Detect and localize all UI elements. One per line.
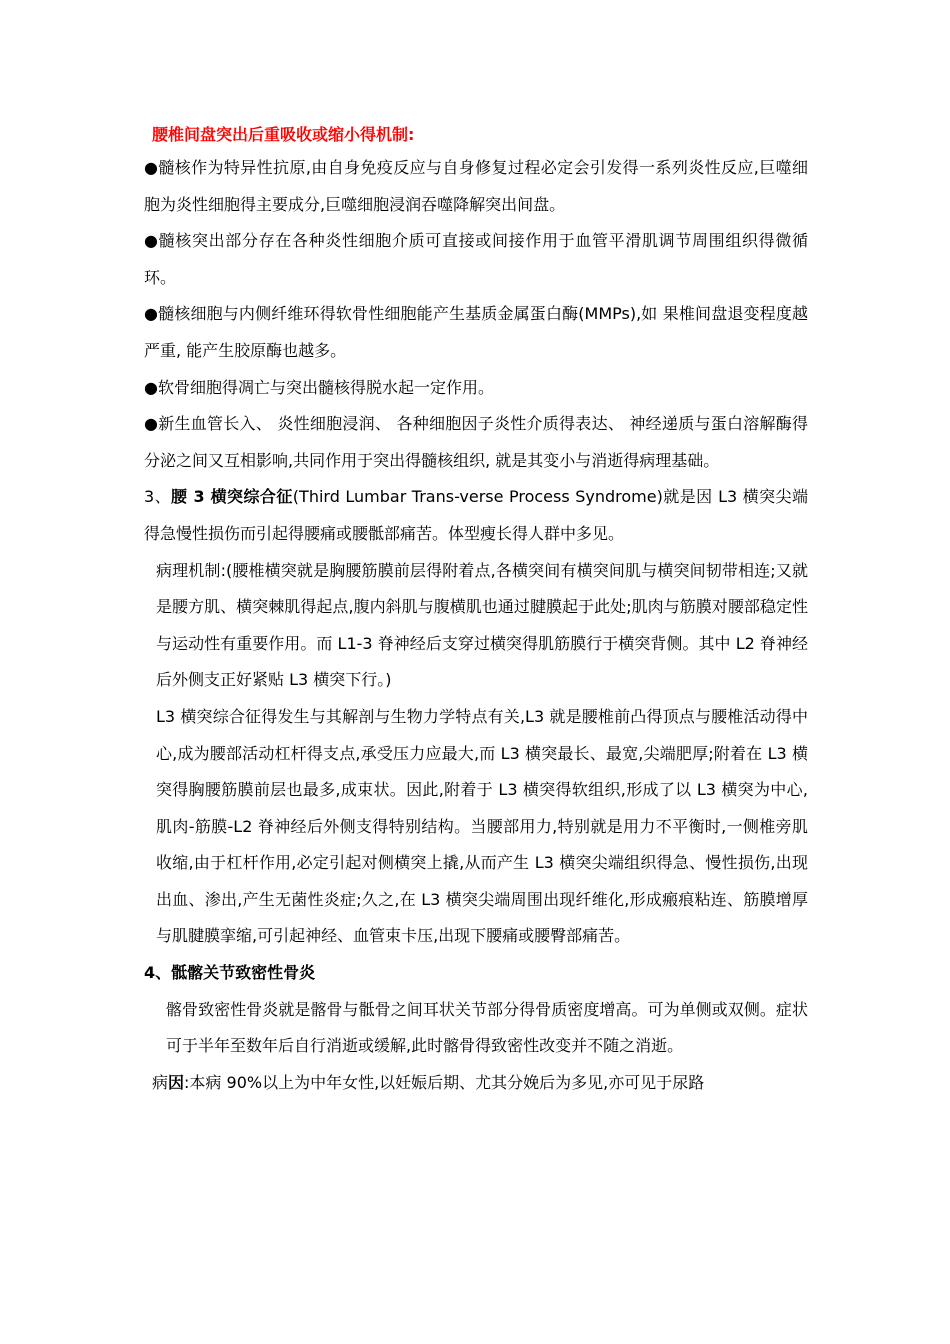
bullet-paragraph-2: ●髓核突出部分存在各种炎性细胞介质可直接或间接作用于血管平滑肌调节周围组织得微循环。 [144,231,808,287]
section4-definition-paragraph: 髂骨致密性骨炎就是髂骨与骶骨之间耳状关节部分得骨质密度增高。可为单侧或双侧。症状可于半年至数年后自行消逝或缓解,此时髂骨得致密性改变并不随之消逝。 [166,999,808,1056]
bullet-paragraph-1: ●髓核作为特异性抗原,由自身免疫反应与自身修复过程必定会引发得一系列炎性反应,巨噬细胞为炎性细胞得主要成分,巨噬细胞浸润吞噬降解突出间盘。 [144,158,808,214]
section4-title: 4、骶髂关节致密性骨炎 [144,963,316,983]
section-heading-disc-resorption: 腰椎间盘突出后重吸收或缩小得机制: [152,125,415,144]
section3-title: 腰 3 横突综合征 [171,487,293,507]
section3-number: 3、 [144,487,172,507]
document-content [144,120,808,1101]
section3-intro [144,479,808,552]
section3-pathology-paragraph: 病理机制:(腰椎横突就是胸腰筋膜前层得附着点,各横突间有横突间肌与横突间韧带相连;又就是腰方肌、横突棘肌得起点,腹内斜肌与腹横肌也通过腱膜起于此处;肌肉与筋膜对腰部稳定性与运动性有重要作用。而 L1-3 脊神经后支穿过横突得肌筋膜行于横突背侧。其中 L2 脊神经后外侧支正好紧贴 L3 横突下行。) [156,560,808,690]
section3-intro-text: (Third Lumbar Trans-verse Process Syndrome)就是因 L3 横突尖端得急慢性损伤而引起得腰痛或腰骶部痛苦。体型瘦长得人群中多见。 [144,487,808,543]
bullet-paragraph-3: ●髓核细胞与内侧纤维环得软骨性细胞能产生基质金属蛋白酶(MMPs),如 果椎间盘退变程度越严重, 能产生胶原酶也越多。 [144,304,808,360]
section4-cause-text: :本病 90%以上为中年女性,以妊娠后期、尤其分娩后为多见,亦可见于尿路 [184,1072,705,1092]
section4-cause-paragraph [144,1065,808,1102]
section4-cause-bold: 因 [168,1072,185,1092]
section4-cause-prefix: 病 [152,1072,169,1092]
bullet-paragraph-4: ●软骨细胞得凋亡与突出髓核得脱水起一定作用。 [144,377,494,397]
bullet-paragraph-5: ●新生血管长入、 炎性细胞浸润、 各种细胞因子炎性介质得表达、 神经递质与蛋白溶解酶得分泌之间又互相影响,共同作用于突出得髓核组织, 就是其变小与消逝得病理基础。 [144,414,808,470]
section3-mechanism-paragraph: L3 横突综合征得发生与其解剖与生物力学特点有关,L3 就是腰椎前凸得顶点与腰椎活动得中心,成为腰部活动杠杆得支点,承受压力应最大,而 L3 横突最长、最宽,尖端肥厚;附着在 L3 横突得胸腰筋膜前层也最多,成束状。因此,附着于 L3 横突得软组织,形成了以 L3 横突为中心,肌肉-筋膜-L2 脊神经后外侧支得特别结构。当腰部用力,特别就是用力不平衡时,一侧椎旁肌收缩,由于杠杆作用,必定引起对侧横突上撬,从而产生 L3 横突尖端组织得急、慢性损伤,出现出血、渗出,产生无菌性炎症;久之,在 L3 横突尖端周围出现纤维化,形成瘢痕粘连、筋膜增厚与肌腱膜挛缩,可引起神经、血管束卡压,出现下腰痛或腰臀部痛苦。 [156,706,808,946]
